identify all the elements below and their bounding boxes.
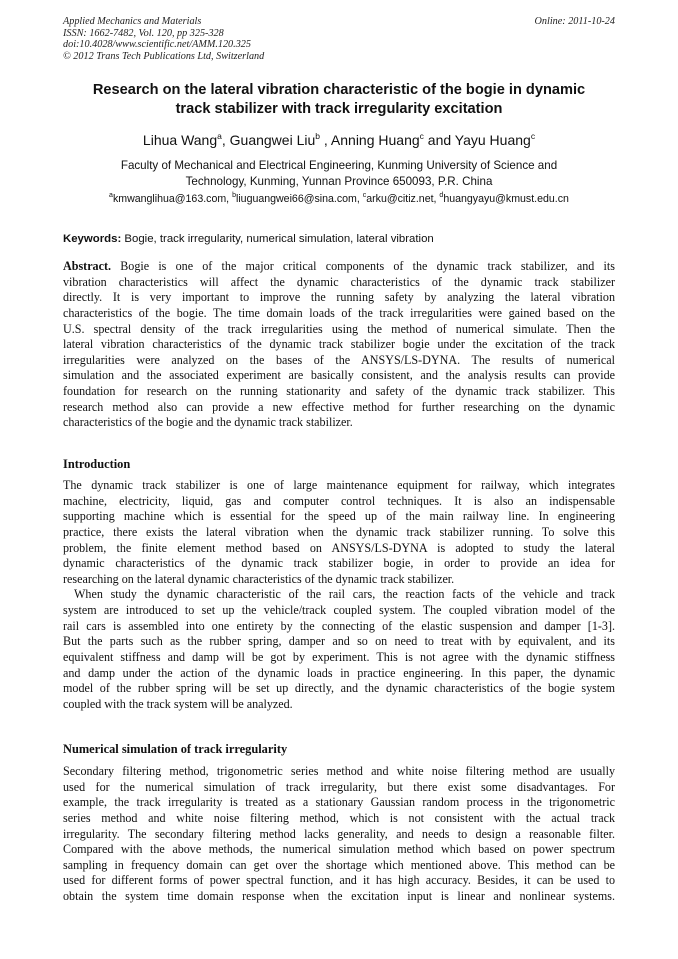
intro-line: problem, the finite element method based on ANSYS/LS-DYNA is adopted to study the lateral (63, 540, 615, 555)
abstract-line: U.S. spectral density of the track irregularities using the method of numerical simulate. Then the (63, 321, 615, 336)
email-address[interactable]: kmwanglihua@163.com, (112, 193, 233, 205)
intro-line: equivalent stiffness and damp will be got by experiment. This is not agree with the dynamic stiffness (63, 650, 615, 665)
author-affil-mark: a (217, 131, 222, 141)
intro-line: supporting machine which is essential for the speed up of the main railway line. In engineering (63, 509, 615, 524)
numerical-line: example, the track irregularity is treated as a stationary Gaussian random process in the trigonometric (63, 795, 615, 810)
author-list (40, 131, 638, 149)
intro-line: researching on the lateral dynamic characteristics of the dynamic track stabilizer. (63, 571, 455, 586)
intro-line: But the parts such as the rubber spring, damper and so on need to treat with by equivalent, and its (63, 634, 615, 649)
author-name: Yayu Huang (454, 132, 531, 148)
intro-line: rail cars is assembled into one entirety by the connecting of the elastic suspension and damper [1-3]. (63, 618, 615, 633)
numerical-line: used for the numerical simulation of track irregularity, but there exist some disadvantages. For (63, 779, 615, 794)
intro-line: coupled with the track system will be analyzed. (63, 696, 293, 711)
intro-line: and damp under the action of the dynamic loads in practice engineering. In this paper, the dynamic (63, 665, 615, 680)
author-separator: and (423, 132, 455, 148)
abstract-line: research method also can provide a new effective method for further researching on the dynamic (63, 399, 615, 414)
abstract-first-text: Bogie is one of the major critical components of the dynamic track stabilizer, and its (111, 259, 615, 273)
abstract-line: directly. It is very important to improve the running safety by analyzing the lateral vibration (63, 290, 615, 305)
abstract-line: foundation for research on the running stationarity and safety of the dynamic track stabilizer. This (63, 384, 615, 399)
keywords-label: Keywords: (63, 233, 122, 245)
email-address[interactable]: arku@citiz.net, (366, 193, 440, 205)
author-name: Anning Huang (330, 132, 420, 148)
introduction-body (63, 478, 615, 713)
email-address[interactable]: huangyayu@kmust.edu.cn (443, 193, 569, 205)
keywords-text: Bogie, track irregularity, numerical simulation, lateral vibration (121, 233, 434, 245)
intro-line: system are introduced to set up the vehicle/track coupled system. The coupled vibration model of the (63, 603, 615, 618)
author-affil-mark: c (530, 131, 536, 141)
title-line-1: Research on the lateral vibration characteristic of the bogie in dynamic (92, 82, 586, 98)
keywords (63, 232, 615, 247)
abstract-line: characteristics of the bogie and the dynamic track stabilizer. (63, 415, 353, 430)
intro-line: The dynamic track stabilizer is one of large maintenance equipment for railway, which integrates (63, 478, 615, 492)
intro-line: practice, there exists the lateral vibration when the dynamic track stabilizer running. To solve this (63, 524, 615, 539)
author-affil-mark: c (419, 131, 424, 141)
numerical-line: obtain the system time domain response when the excitation input is linear and nonlinear systems. (63, 889, 615, 904)
email-address[interactable]: liuguangwei66@sina.com, (235, 193, 363, 205)
intro-line: model of the rubber spring will be set up directly, and the dynamic characteristics of the bogie system (63, 681, 615, 696)
affiliation (40, 158, 638, 189)
email-mark: c (362, 192, 367, 199)
email-mark: d (439, 192, 444, 199)
abstract-line: characteristics of the bogie. The time domain loads of the track irregularities were gained based on the (63, 305, 615, 320)
numerical-line: Secondary filtering method, trigonometric series method and white noise filtering method are usually (63, 764, 615, 778)
numerical-line: series method and white noise filtering method, which is not consistent with the actual track (63, 810, 615, 825)
numerical-line: sampling in frequency domain can get over the shortage which mentioned above. This method can be (63, 857, 615, 872)
intro-line: dynamic characteristics of the dynamic track stabilizer bogie, in order to provide an idea for (63, 556, 615, 571)
copyright-notice: © 2012 Trans Tech Publications Ltd, Switzerland (63, 50, 265, 62)
author-name: Guangwei Liu (229, 132, 316, 148)
numerical-heading: Numerical simulation of track irregularity (63, 742, 288, 756)
abstract-line (63, 259, 615, 275)
abstract-label: Abstract. (63, 259, 112, 273)
introduction-heading: Introduction (63, 457, 131, 471)
author-separator: , (320, 132, 331, 148)
journal-name: Applied Mechanics and Materials (63, 16, 202, 27)
affiliation-line-1: Faculty of Mechanical and Electrical Engineering, Kunming University of Science and (120, 159, 558, 172)
affiliation-line-2: Technology, Kunming, Yunnan Province 650093, P.R. China (185, 174, 493, 188)
abstract-line: lateral vibration characteristics of the dynamic track stabilizer bogie under the excitation of the track (63, 337, 615, 352)
email-mark: b (232, 192, 236, 199)
numerical-line: used for different forms of power spectral function, and it has high accuracy. Besides, it can be used to (63, 873, 615, 888)
abstract-line: vibration characteristics will affect the dynamic characteristics of the dynamic track stabilizer (63, 274, 615, 289)
email-mark: a (109, 192, 113, 199)
online-date: Online: 2011-10-24 (534, 16, 615, 27)
title-line-2: track stabilizer with track irregularity excitation (175, 101, 503, 117)
abstract (63, 259, 615, 431)
email-list (40, 192, 638, 206)
article-doi[interactable]: doi:10.4028/www.scientific.net/AMM.120.325 (63, 39, 251, 51)
header-left (63, 16, 264, 62)
author-separator: , (221, 132, 230, 148)
numerical-line: Compared with the above methods, the numerical simulation method which based on power spectrum (63, 842, 615, 857)
intro-line: machine, electricity, liquid, gas and computer control techniques. It is also an indispensable (63, 493, 615, 508)
numerical-body (63, 764, 615, 905)
paper-title (58, 81, 620, 119)
author-affil-mark: b (315, 131, 320, 141)
intro-line: When study the dynamic characteristic of the rail cars, the reaction facts of the vehicle and track (74, 587, 615, 602)
author-name: Lihua Wang (142, 132, 218, 148)
abstract-line: irregularities were analyzed on the bases of the ANSYS/LS-DYNA. The results of numerical (63, 352, 615, 367)
numerical-line: irregularity. The secondary filtering method lacks generality, and needs to design a reasonable filter. (63, 826, 615, 841)
journal-issn: ISSN: 1662-7482, Vol. 120, pp 325-328 (63, 27, 224, 39)
abstract-line: simulation and the associated experiment are basically consistent, and the analysis results can provide (63, 368, 615, 383)
